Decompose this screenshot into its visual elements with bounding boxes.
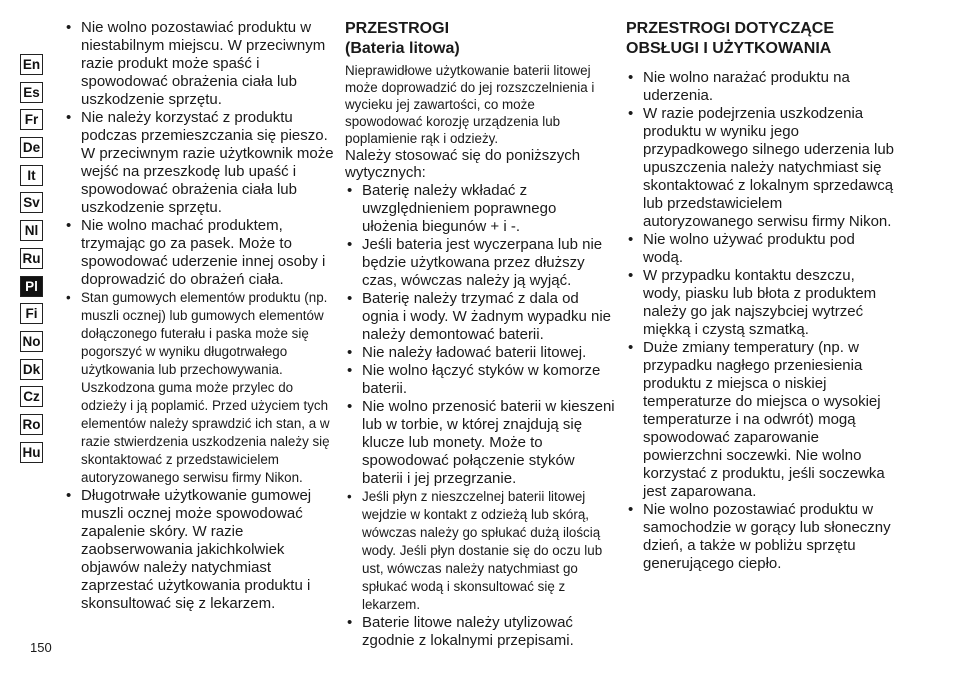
language-tab-ru[interactable]: Ru <box>20 248 43 269</box>
list-item: • Nie wolno używać produktu pod wodą. <box>626 231 896 267</box>
section-subtitle: (Bateria litowa) <box>345 40 460 57</box>
list-item: • Nie należy ładować baterii litowej. <box>345 344 615 362</box>
list-item: • Nie wolno przenosić baterii w kieszeni lub w torbie, w której znajdują się klucze lub monety. Może to spowodować połączenie styków baterii i jej przegrzanie. <box>345 398 615 488</box>
list-item: • Nie wolno łączyć styków w komorze baterii. <box>345 362 615 398</box>
list-item: • Baterię należy trzymać z dala od ognia i wody. W żadnym wypadku nie należy demontować baterii. <box>345 290 615 344</box>
language-tabs <box>20 54 45 469</box>
page-number: 150 <box>30 640 52 655</box>
column-general-warnings <box>64 19 334 613</box>
handling-caution-list <box>626 69 896 573</box>
section-title: PRZESTROGI <box>345 20 450 37</box>
list-item: • Nie wolno machać produktem, trzymając go za pasek. Może to spowodować uderzenie innej osoby i doprowadzić do obrażeń ciała. <box>64 217 334 289</box>
list-item: • Stan gumowych elementów produktu (np. muszli ocznej) lub gumowych elementów dołączonego futerału i paska może się pogorszyć w wyniku długotrwałego użytkowania lub przechowywania. Uszkodzona guma może przylec do odzieży i ją poplamić. Przed użyciem tych elementów należy sprawdzić ich stan, a w razie stwierdzenia uszkodzenia należy się skontaktować z przedstawicielem autoryzowanego serwisu firmy Nikon. <box>64 289 334 487</box>
section-intro: Nieprawidłowe użytkowanie baterii litowej może doprowadzić do jej rozszczelnienia i wycieku jej zawartości, co może spowodować korozję urządzenia lub poplamienie rąk i odzieży. <box>345 63 595 146</box>
language-tab-nl[interactable]: Nl <box>20 220 43 241</box>
column-battery-cautions <box>345 19 615 650</box>
language-tab-sv[interactable]: Sv <box>20 192 43 213</box>
language-tab-pl[interactable]: Pl <box>20 276 43 297</box>
warning-list <box>64 19 334 613</box>
language-tab-hu[interactable]: Hu <box>20 442 43 463</box>
language-tab-cz[interactable]: Cz <box>20 386 43 407</box>
list-item: • Nie wolno pozostawiać produktu w samochodzie w gorący lub słoneczny dzień, a także w pobliżu sprzętu generującego ciepło. <box>626 501 896 573</box>
language-tab-fi[interactable]: Fi <box>20 303 43 324</box>
list-item: • Jeśli płyn z nieszczelnej baterii litowej wejdzie w kontakt z odzieżą lub skórą, wówczas należy go spłukać dużą ilością wody. Jeśli płyn dostanie się do oczu lub ust, wówczas należy natychmiast go spłukać wodą i skonsultować się z lekarzem. <box>345 488 615 614</box>
language-tab-no[interactable]: No <box>20 331 43 352</box>
language-tab-it[interactable]: It <box>20 165 43 186</box>
section-title-line1: PRZESTROGI DOTYCZĄCE <box>626 20 835 37</box>
list-item: • Nie należy korzystać z produktu podczas przemieszczania się pieszo. W przeciwnym razie użytkownik może wejść na przeszkodę lub upaść i spowodować obrażenia ciała lub uszkodzenie sprzętu. <box>64 109 334 217</box>
list-item: • Baterię należy wkładać z uwzględnieniem poprawnego ułożenia biegunów + i -. <box>345 182 615 236</box>
list-item: • Duże zmiany temperatury (np. w przypadku nagłego przeniesienia produktu z miejsca o niskiej temperaturze do miejsca o wysokiej temperaturze i na odwrót) mogą spowodować zaparowanie powierzchni soczewki. Nie wolno korzystać z produktu, jeśli soczewka jest zaparowana. <box>626 339 896 501</box>
list-item: • W razie podejrzenia uszkodzenia produktu w wyniku jego przypadkowego silnego uderzenia lub upuszczenia należy natychmiast się skontaktować z lokalnym sprzedawcą lub przedstawicielem autoryzowanego serwisu firmy Nikon. <box>626 105 896 231</box>
list-item: • Długotrwałe użytkowanie gumowej muszli ocznej może spowodować zapalenie skóry. W razie zaobserwowania jakichkolwiek objawów należy natychmiast zaprzestać użytkowania produktu i skonsultować się z lekarzem. <box>64 487 334 613</box>
section-title-line2: OBSŁUGI I UŻYTKOWANIA <box>626 40 832 57</box>
list-item: • Baterie litowe należy utylizować zgodnie z lokalnymi przepisami. <box>345 614 615 650</box>
language-tab-es[interactable]: Es <box>20 82 43 103</box>
list-item: • Jeśli bateria jest wyczerpana lub nie będzie użytkowana przez dłuższy czas, wówczas należy ją wyjąć. <box>345 236 615 290</box>
list-item: • Nie wolno narażać produktu na uderzenia. <box>626 69 896 105</box>
language-tab-de[interactable]: De <box>20 137 43 158</box>
section-instruction: Należy stosować się do poniższych wytycznych: <box>345 147 581 181</box>
language-tab-en[interactable]: En <box>20 54 43 75</box>
language-tab-ro[interactable]: Ro <box>20 414 43 435</box>
column-handling-cautions <box>626 19 896 573</box>
battery-caution-list <box>345 182 615 650</box>
list-item: • Nie wolno pozostawiać produktu w niestabilnym miejscu. W przeciwnym razie produkt może spaść i spowodować obrażenia ciała lub uszkodzenie sprzętu. <box>64 19 334 109</box>
language-tab-fr[interactable]: Fr <box>20 109 43 130</box>
language-tab-dk[interactable]: Dk <box>20 359 43 380</box>
list-item: • W przypadku kontaktu deszczu, wody, piasku lub błota z produktem należy go jak najszybciej wytrzeć miękką i czystą szmatką. <box>626 267 896 339</box>
